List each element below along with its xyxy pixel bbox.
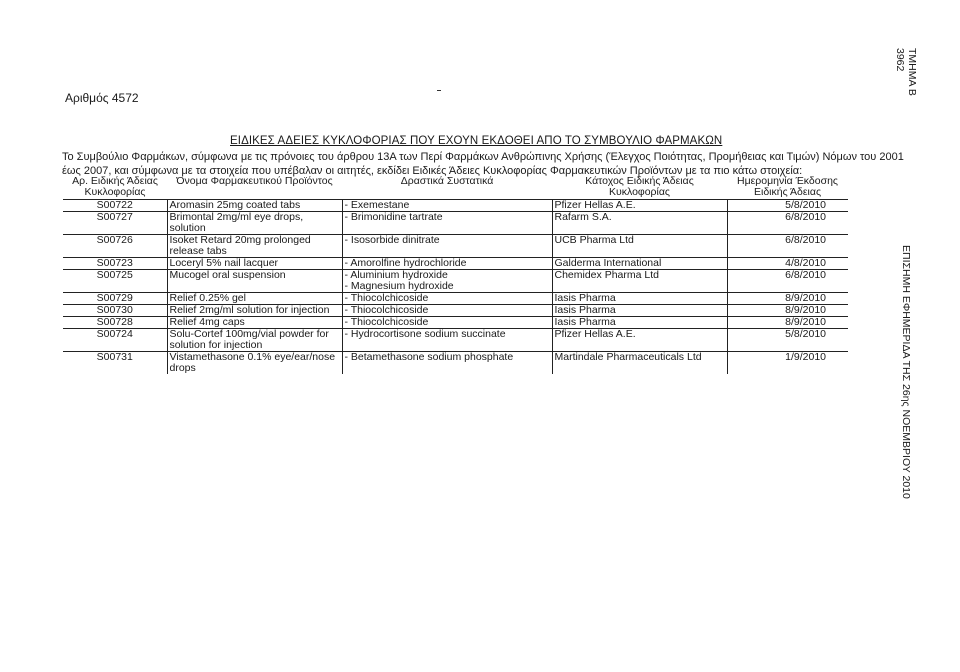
cell-date: 6/8/2010 xyxy=(727,212,848,235)
side-page-number: 3962 xyxy=(894,48,906,72)
cell-date: 1/9/2010 xyxy=(727,352,848,375)
cell-date: 8/9/2010 xyxy=(727,305,848,317)
cell-date: 8/9/2010 xyxy=(727,293,848,305)
cell-substances: - Brimonidine tartrate xyxy=(342,212,552,235)
cell-license-no: S00727 xyxy=(96,211,133,223)
cell-license-no: S00724 xyxy=(96,328,133,340)
cell-substances: - Thiocolchicoside xyxy=(342,293,552,305)
cell-date: 6/8/2010 xyxy=(727,270,848,293)
table-row xyxy=(63,235,848,258)
table-row xyxy=(63,258,848,270)
side-gazette-label: ΕΠΙΣΗΜΗ ΕΦΗΜΕΡΙΔΑ ΤΗΣ 26ης ΝΟΕΜΒΡΙΟΥ 2010 xyxy=(900,245,912,499)
table-row xyxy=(63,305,848,317)
cell-product: Brimontal 2mg/ml eye drops, solution xyxy=(167,212,342,235)
table-row xyxy=(63,270,848,293)
cell-substances: - Aluminium hydroxide - Magnesium hydroxide xyxy=(342,270,552,293)
header-substances: Δραστικά Συστατικά xyxy=(400,175,494,187)
cell-holder: Rafarm S.A. xyxy=(552,212,727,235)
cell-substances: - Amorolfine hydrochloride xyxy=(342,258,552,270)
side-header xyxy=(894,48,918,96)
table-row xyxy=(63,329,848,352)
cell-date: 5/8/2010 xyxy=(727,200,848,212)
table-row xyxy=(63,352,848,375)
cell-product: Relief 0.25% gel xyxy=(167,293,342,305)
side-section-label: ΤΜΗΜΑ Β xyxy=(906,48,918,96)
cell-date: 6/8/2010 xyxy=(727,235,848,258)
cell-substances: - Isosorbide dinitrate xyxy=(342,235,552,258)
table-row xyxy=(63,212,848,235)
cell-substances: - Betamethasone sodium phosphate xyxy=(342,352,552,375)
cell-holder: Galderma International xyxy=(552,258,727,270)
header-date: Ημερομηνία Έκδοσης Ειδικής Άδειας xyxy=(736,175,838,198)
cell-date: 8/9/2010 xyxy=(727,317,848,329)
dash-mark xyxy=(437,90,441,91)
cell-license-no: S00729 xyxy=(96,292,133,304)
table-row xyxy=(63,293,848,305)
cell-holder: Iasis Pharma xyxy=(552,305,727,317)
cell-license-no: S00723 xyxy=(96,257,133,269)
cell-product: Aromasin 25mg coated tabs xyxy=(167,200,342,212)
header-holder: Κάτοχος Ειδικής Άδειας Κυκλοφορίας xyxy=(585,175,694,198)
cell-date: 5/8/2010 xyxy=(727,329,848,352)
cell-product: Solu-Cortef 100mg/vial powder for solution for injection xyxy=(167,329,342,352)
cell-license-no: S00731 xyxy=(96,351,133,363)
cell-substances: - Hydrocortisone sodium succinate xyxy=(342,329,552,352)
header-product: Όνομα Φαρμακευτικού Προϊόντος xyxy=(176,175,333,187)
cell-product: Loceryl 5% nail lacquer xyxy=(167,258,342,270)
cell-holder: Iasis Pharma xyxy=(552,293,727,305)
table-header-row xyxy=(63,175,848,200)
cell-holder: Pfizer Hellas A.E. xyxy=(552,200,727,212)
document-heading: ΕΙΔΙΚΕΣ ΑΔΕΙΕΣ ΚΥΚΛΟΦΟΡΙΑΣ ΠΟΥ ΕΧΟΥΝ ΕΚΔΟΘΕΙ ΑΠΟ ΤΟ ΣΥΜΒΟΥΛΙΟ ΦΑΡΜΑΚΩΝ xyxy=(230,135,723,147)
cell-substances: - Thiocolchicoside xyxy=(342,305,552,317)
table-row xyxy=(63,200,848,212)
table-row xyxy=(63,317,848,329)
cell-holder: Martindale Pharmaceuticals Ltd xyxy=(552,352,727,375)
cell-product: Isoket Retard 20mg prolonged release tabs xyxy=(167,235,342,258)
cell-substances: - Thiocolchicoside xyxy=(342,317,552,329)
cell-license-no: S00725 xyxy=(96,269,133,281)
cell-substances: - Exemestane xyxy=(342,200,552,212)
cell-product: Relief 4mg caps xyxy=(167,317,342,329)
header-license-no: Αρ. Ειδικής Άδειας Κυκλοφορίας xyxy=(72,175,158,198)
cell-holder: UCB Pharma Ltd xyxy=(552,235,727,258)
cell-license-no: S00728 xyxy=(96,316,133,328)
cell-holder: Chemidex Pharma Ltd xyxy=(552,270,727,293)
cell-license-no: S00722 xyxy=(96,199,133,211)
cell-holder: Iasis Pharma xyxy=(552,317,727,329)
cell-holder: Pfizer Hellas A.E. xyxy=(552,329,727,352)
cell-date: 4/8/2010 xyxy=(727,258,848,270)
intro-paragraph: Το Συμβούλιο Φαρμάκων, σύμφωνα με τις πρόνοιες του άρθρου 13Α των Περί Φαρμάκων Ανθρώπινης Χρήσης (Έλεγχος Ποιότητας, Προμήθειας και Τιμών) Νόμων του 2001 έως 2007, και σύμφωνα με τα στοιχεία που υπέβαλαν οι αιτητές, εκδίδει Ειδικές Άδειες Κυκλοφορίας Φαρμακευτικών Προϊόντων με τα πιο κάτω στοιχεία: xyxy=(62,151,904,177)
cell-product: Relief 2mg/ml solution for injection xyxy=(167,305,342,317)
cell-product: Vistamethasone 0.1% eye/ear/nose drops xyxy=(167,352,342,375)
document-number: Αριθμός 4572 xyxy=(65,91,139,105)
cell-license-no: S00726 xyxy=(96,234,133,246)
cell-product: Mucogel oral suspension xyxy=(167,270,342,293)
cell-license-no: S00730 xyxy=(96,304,133,316)
licenses-table xyxy=(63,175,848,374)
